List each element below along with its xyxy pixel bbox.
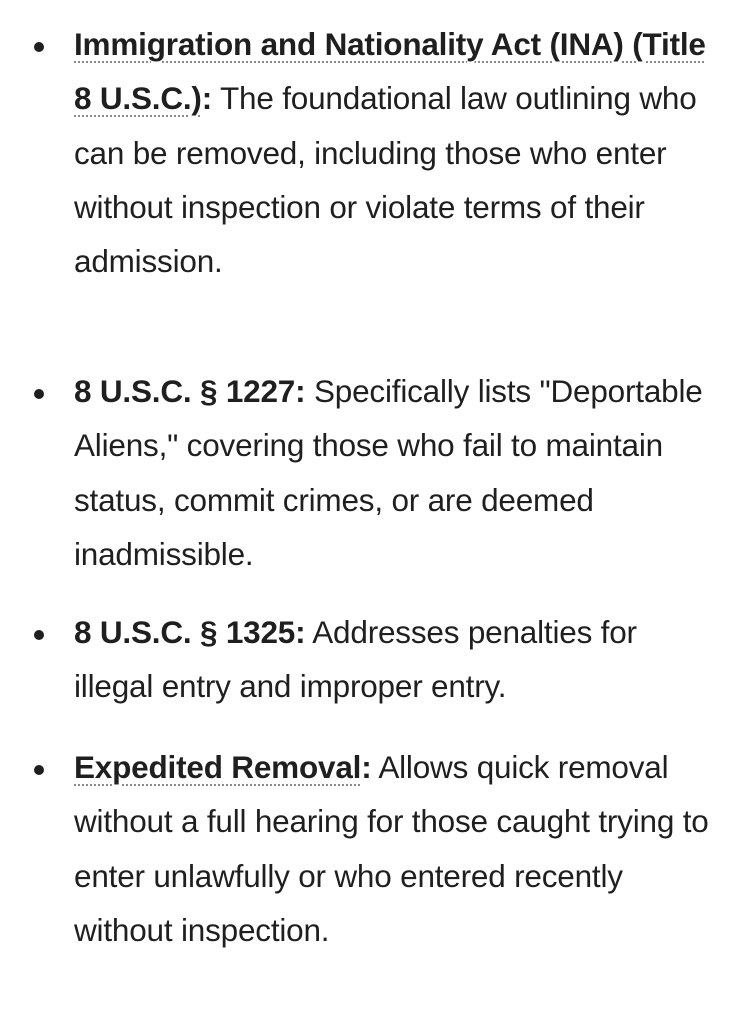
bullet-icon xyxy=(34,765,44,775)
list-item-text xyxy=(74,605,714,714)
term-link-ina[interactable]: Immigration and Nationality Act (INA) (Title 8 U.S.C.) xyxy=(74,26,706,117)
item-description: Addresses penalties for illegal entry and improper entry. xyxy=(74,614,637,705)
term-separator: : xyxy=(295,373,306,409)
item-description: Allows quick removal without a full hearing for those caught trying to enter unlawfully or who entered recently without inspection. xyxy=(74,749,709,948)
item-description: The foundational law outlining who can be removed, including those who enter without inspection or violate terms of their admission. xyxy=(74,80,697,280)
term-separator: : xyxy=(361,749,372,785)
bullet-icon xyxy=(34,42,44,52)
list-item-text xyxy=(74,17,714,288)
term-1227: 8 U.S.C. § 1227 xyxy=(74,373,296,409)
term-separator: : xyxy=(201,80,213,117)
term-separator: : xyxy=(295,614,306,650)
bullet-icon xyxy=(34,389,44,399)
item-description: Specifically lists "Deportable Aliens," covering those who fail to maintain status, commit crimes, or are deemed inadmissible. xyxy=(74,373,703,572)
list-item-text xyxy=(74,740,714,957)
list-item-text xyxy=(74,364,714,581)
term-link-expedited-removal[interactable]: Expedited Removal xyxy=(74,749,362,785)
bullet-icon xyxy=(34,630,44,640)
term-1325: 8 U.S.C. § 1325 xyxy=(74,614,296,650)
